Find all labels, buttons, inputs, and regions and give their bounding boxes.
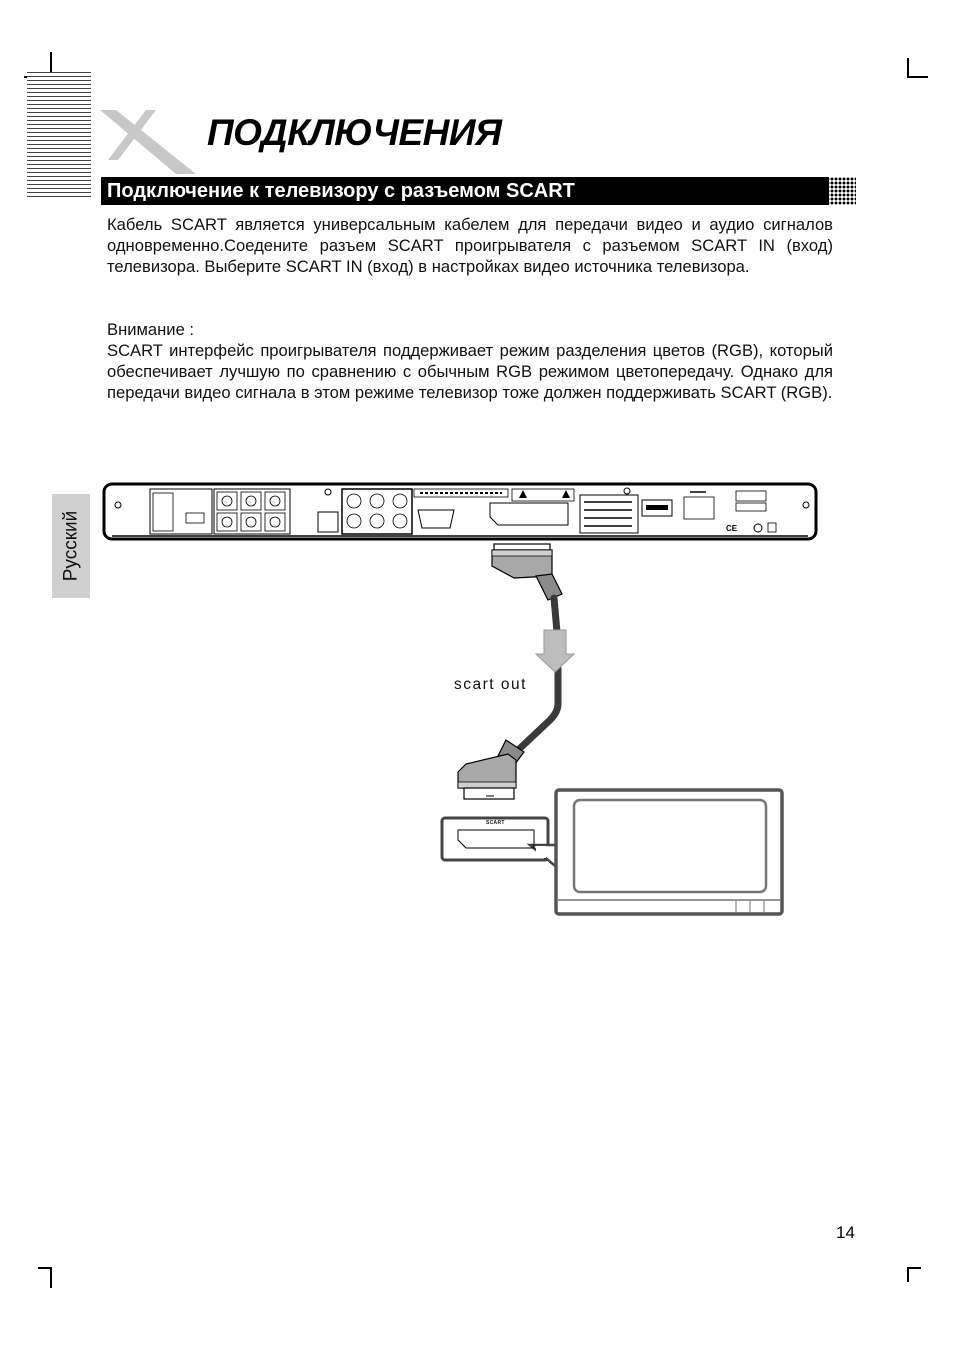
page-title: ПОДКЛЮЧЕНИЯ: [207, 112, 502, 153]
paragraph-intro: Кабель SCART является универсальным кабелем для передачи видео и аудио сигналов одновременно.Соедените разъем SCART проигрывателя с разъемом SCART IN (вход) телевизора. Выберите SCART IN (вход) в настройках видео источника телевизора.: [107, 215, 833, 276]
svg-text:CE: CE: [726, 524, 738, 533]
paragraph-rgb-note: SCART интерфейс проигрывателя поддерживает режим разделения цветов (RGB), который обеспечивает лучшую по сравнению с обычным RGB режимом цветопередачу. Однако для передачи видео сигнала в этом режиме телевизор тоже должен поддерживать SCART (RGB).: [107, 341, 833, 402]
section-heading: Подключение к телевизору с разъемом SCART: [107, 180, 575, 202]
tv-set: [556, 790, 782, 914]
section-heading-dots: [818, 177, 856, 205]
page-number: 14: [836, 1223, 855, 1242]
language-tab-label-wrap: [52, 494, 90, 598]
language-tab-label: Русский: [60, 510, 81, 582]
scart-cable: [516, 598, 558, 752]
scart-plug-upper: [492, 544, 562, 600]
tv-scart-label: SCART: [486, 820, 505, 826]
brand-logo-icon: [100, 110, 196, 174]
scart-plug-lower: [458, 740, 524, 799]
attention-label: Внимание :: [107, 320, 195, 339]
dvd-player-rear-panel: [104, 484, 816, 539]
scart-out-label: scart out: [454, 676, 527, 693]
direction-arrow-icon: [536, 630, 574, 672]
